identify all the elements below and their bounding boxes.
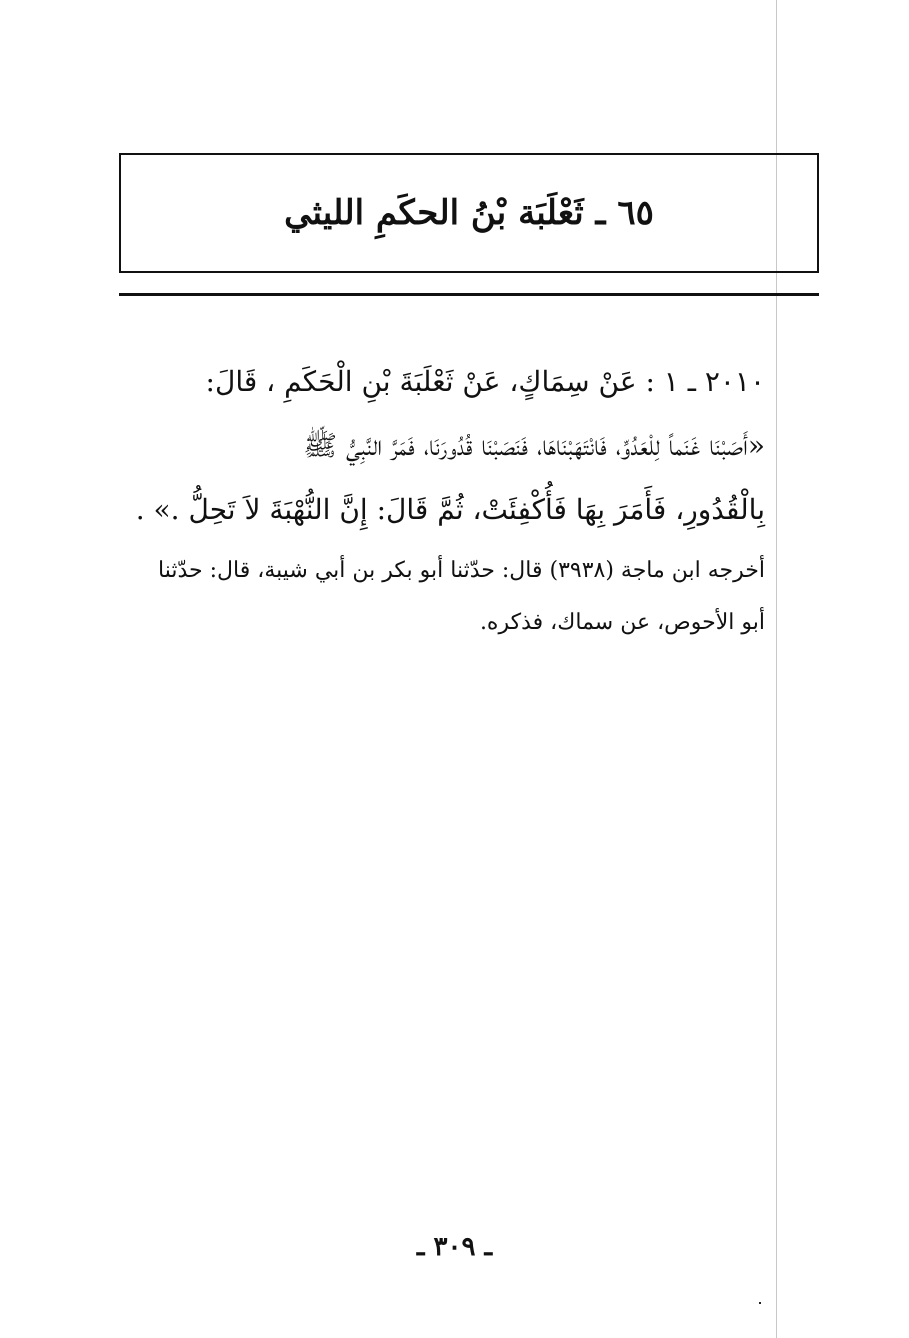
- chapter-title-box: [119, 153, 819, 273]
- hadith-matn-line-1: «أَصَبْنَا غَنَماً لِلْعَدُوِّ، فَانْتَهَبْنَاهَا، فَنَصَبْنَا قُدُورَنَا، فَمَرَّ النَّبِيُّ ﷺ: [303, 429, 765, 462]
- separator-rule: [119, 293, 819, 296]
- takhrij-line-1: أخرجه ابن ماجة (٣٩٣٨) قال: حدّثنا أبو بكر بن أبي شيبة، قال: حدّثنا: [158, 558, 765, 583]
- scan-speck: [759, 1302, 761, 1304]
- page-number: ـ ٣٠٩ ـ: [416, 1232, 493, 1262]
- chapter-title: ٦٥ ـ ثَعْلَبَة بْنُ الحكَمِ الليثي: [284, 193, 654, 233]
- takhrij-block: [110, 545, 765, 649]
- hadith-isnad: ٢٠١٠ ـ ١ : عَنْ سِمَاكٍ، عَنْ ثَعْلَبَةَ بْنِ الْحَكَمِ ، قَالَ:: [205, 365, 765, 398]
- hadith-block: [115, 350, 765, 542]
- hadith-matn-line-2: بِالْقُدُورِ، فَأَمَرَ بِهَا فَأُكْفِئَتْ، ثُمَّ قَالَ: إِنَّ النُّهْبَةَ لاَ تَحِلُّ .» .: [135, 493, 765, 526]
- takhrij-line-2: أبو الأحوص، عن سماك، فذكره.: [479, 610, 765, 635]
